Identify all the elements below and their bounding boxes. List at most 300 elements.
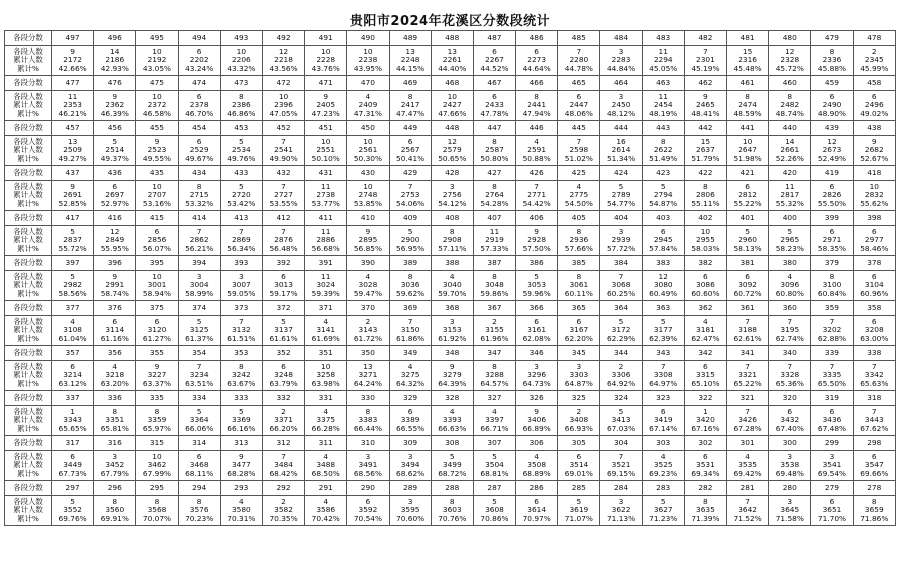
count-value: 7 — [618, 451, 624, 461]
score-cell: 310 — [347, 436, 389, 451]
cumulative-value: 3538 — [780, 460, 800, 470]
cumulative-value: 2945 — [653, 235, 673, 245]
score-cell: 309 — [389, 436, 431, 451]
stats-cell — [389, 496, 431, 526]
score-cell: 422 — [684, 166, 726, 181]
score-cell: 469 — [389, 76, 431, 91]
row-label-count: 各段人数 — [13, 226, 43, 236]
score-data-row — [5, 271, 896, 301]
stats-cell — [769, 316, 811, 346]
count-value: 10 — [236, 46, 247, 56]
count-value: 3 — [407, 451, 413, 461]
percent-value: 45.05% — [649, 63, 678, 73]
count-value: 13 — [447, 46, 457, 56]
count-value: 4 — [323, 496, 329, 506]
stats-cell — [136, 406, 178, 436]
page-title: 贵阳市2024年花溪区分数段统计 — [349, 14, 551, 29]
row-label-cum: 累计人数 — [13, 415, 43, 425]
count-value: 6 — [829, 181, 835, 191]
percent-value: 50.80% — [480, 153, 509, 163]
cumulative-value: 2939 — [611, 235, 631, 245]
cumulative-value: 2345 — [864, 55, 884, 65]
percent-value: 60.96% — [860, 288, 889, 298]
count-value: 7 — [829, 361, 835, 371]
count-value: 6 — [787, 406, 793, 416]
percent-value: 69.48% — [775, 468, 804, 478]
score-cell: 368 — [431, 301, 473, 316]
count-value: 6 — [829, 226, 835, 236]
stats-cell — [473, 181, 515, 211]
stats-cell — [52, 361, 94, 391]
cumulative-value: 2316 — [738, 55, 757, 65]
count-value: 7 — [745, 316, 750, 326]
count-value: 10 — [700, 226, 711, 236]
stats-cell — [516, 451, 558, 481]
cumulative-value: 3004 — [189, 280, 209, 290]
cumulative-value: 2496 — [864, 100, 884, 110]
count-value: 6 — [829, 406, 835, 416]
count-value: 1 — [70, 406, 75, 416]
percent-value: 60.72% — [733, 288, 762, 298]
count-value: 4 — [70, 316, 75, 326]
score-cell: 421 — [727, 166, 769, 181]
cumulative-value: 2551 — [316, 145, 336, 155]
score-cell: 495 — [136, 31, 178, 46]
percent-value: 64.87% — [564, 378, 593, 388]
stats-cell — [178, 181, 220, 211]
percent-value: 58.03% — [691, 243, 720, 253]
cumulative-value: 3369 — [231, 415, 251, 425]
count-value: 6 — [492, 46, 497, 56]
score-cell: 345 — [558, 346, 600, 361]
count-value: 8 — [492, 136, 497, 146]
stats-cell — [642, 136, 684, 166]
score-cell: 290 — [347, 481, 389, 496]
stats-cell — [220, 181, 262, 211]
cumulative-value: 2812 — [738, 190, 757, 200]
percent-value: 44.52% — [480, 63, 509, 73]
cumulative-value: 2427 — [442, 100, 462, 110]
percent-value: 58.56% — [58, 288, 87, 298]
score-cell: 322 — [684, 391, 726, 406]
stats-cell — [136, 136, 178, 166]
stats-cell — [600, 91, 642, 121]
percent-value: 64.97% — [649, 378, 678, 388]
stats-cell — [262, 496, 304, 526]
score-cell: 329 — [389, 391, 431, 406]
count-value: 11 — [321, 271, 331, 281]
cumulative-value: 2465 — [696, 100, 715, 110]
score-cell: 493 — [220, 31, 262, 46]
stats-cell — [262, 181, 304, 211]
count-value: 4 — [787, 271, 793, 281]
score-cell: 435 — [136, 166, 178, 181]
stats-cell — [811, 226, 853, 256]
row-label-cum: 累计人数 — [13, 460, 43, 470]
stats-cell — [684, 181, 726, 211]
score-table-body — [5, 31, 896, 526]
cumulative-value: 2441 — [527, 100, 547, 110]
score-cell: 462 — [684, 76, 726, 91]
count-value: 8 — [196, 496, 202, 506]
percent-value: 70.86% — [480, 513, 509, 523]
score-cell: 333 — [220, 391, 262, 406]
cumulative-value: 2534 — [231, 145, 251, 155]
cumulative-value: 3586 — [316, 505, 336, 515]
cumulative-value: 3504 — [485, 460, 504, 470]
count-value: 9 — [154, 361, 160, 371]
cumulative-value: 3125 — [189, 325, 209, 335]
score-cell: 308 — [431, 436, 473, 451]
cumulative-value: 2523 — [147, 145, 167, 155]
cumulative-value: 3592 — [358, 505, 378, 515]
score-cell: 306 — [516, 436, 558, 451]
score-data-row — [5, 361, 896, 391]
percent-value: 58.94% — [142, 288, 172, 298]
stats-cell — [305, 136, 347, 166]
percent-value: 70.42% — [311, 513, 340, 523]
count-value: 12 — [827, 136, 837, 146]
cumulative-value: 3104 — [864, 280, 884, 290]
stats-cell — [600, 406, 642, 436]
cumulative-value: 2673 — [822, 145, 842, 155]
count-value: 7 — [618, 271, 624, 281]
count-value: 5 — [196, 406, 202, 416]
count-value: 6 — [745, 181, 750, 191]
cumulative-value: 2936 — [569, 235, 589, 245]
percent-value: 48.90% — [817, 108, 847, 118]
count-value: 4 — [323, 406, 329, 416]
score-cell: 292 — [262, 481, 304, 496]
count-value: 6 — [112, 181, 118, 191]
stats-cell — [94, 136, 136, 166]
score-cell: 451 — [305, 121, 347, 136]
percent-value: 66.89% — [522, 423, 551, 433]
percent-value: 61.96% — [480, 333, 509, 343]
percent-value: 47.47% — [396, 108, 425, 118]
count-value: 5 — [70, 271, 75, 281]
percent-value: 62.74% — [775, 333, 804, 343]
percent-value: 59.47% — [353, 288, 382, 298]
score-cell: 437 — [52, 166, 94, 181]
score-cell: 356 — [94, 346, 136, 361]
count-value: 6 — [829, 91, 835, 101]
score-cell: 314 — [178, 436, 220, 451]
percent-value: 58.23% — [775, 243, 804, 253]
cumulative-value: 3271 — [358, 370, 378, 380]
cumulative-value: 2248 — [400, 55, 420, 65]
count-value: 11 — [658, 91, 668, 101]
percent-value: 70.54% — [353, 513, 382, 523]
count-value: 5 — [492, 496, 497, 506]
cumulative-value: 3053 — [527, 280, 547, 290]
score-cell: 383 — [642, 256, 684, 271]
count-value: 7 — [407, 316, 413, 326]
score-cell: 400 — [769, 211, 811, 226]
cumulative-value: 3488 — [316, 460, 336, 470]
percent-value: 61.27% — [142, 333, 172, 343]
row-label-cum: 累计人数 — [13, 100, 43, 110]
score-cell: 430 — [347, 166, 389, 181]
count-value: 2 — [492, 316, 497, 326]
percent-value: 56.21% — [185, 243, 214, 253]
row-labels — [5, 226, 52, 256]
score-cell: 485 — [558, 31, 600, 46]
percent-value: 61.37% — [185, 333, 214, 343]
cumulative-value: 2622 — [653, 145, 673, 155]
cumulative-value: 3452 — [105, 460, 125, 470]
row-label-count: 各段人数 — [13, 406, 43, 416]
score-cell: 473 — [220, 76, 262, 91]
percent-value: 62.88% — [817, 333, 847, 343]
stats-cell — [220, 451, 262, 481]
percent-value: 62.29% — [606, 333, 636, 343]
stats-cell — [347, 406, 389, 436]
stats-cell — [262, 136, 304, 166]
stats-cell — [52, 316, 94, 346]
stats-cell — [305, 181, 347, 211]
percent-value: 53.42% — [227, 198, 256, 208]
percent-value: 69.01% — [564, 468, 593, 478]
count-value: 3 — [196, 271, 202, 281]
cumulative-value: 2450 — [611, 100, 631, 110]
stats-cell — [684, 451, 726, 481]
score-cell: 313 — [220, 436, 262, 451]
percent-value: 61.92% — [438, 333, 467, 343]
cumulative-value: 2579 — [442, 145, 462, 155]
count-value: 10 — [447, 91, 457, 101]
stats-cell — [178, 496, 220, 526]
cumulative-value: 2454 — [653, 100, 673, 110]
stats-cell — [769, 46, 811, 76]
stats-cell — [811, 406, 853, 436]
count-value: 2 — [365, 316, 371, 326]
percent-value: 54.50% — [564, 198, 593, 208]
score-cell: 282 — [684, 481, 726, 496]
score-table — [4, 30, 896, 526]
score-cell: 339 — [811, 346, 853, 361]
percent-value: 70.60% — [396, 513, 425, 523]
score-cell: 321 — [727, 391, 769, 406]
stats-cell — [473, 406, 515, 436]
cumulative-value: 2336 — [822, 55, 842, 65]
stats-cell — [136, 46, 178, 76]
cumulative-value: 2206 — [231, 55, 251, 65]
score-header-label: 各段分数 — [5, 391, 52, 406]
stats-cell — [473, 136, 515, 166]
percent-value: 57.33% — [480, 243, 509, 253]
stats-cell — [853, 361, 895, 391]
cumulative-value: 3202 — [822, 325, 842, 335]
count-value: 8 — [829, 46, 835, 56]
score-data-row — [5, 316, 896, 346]
percent-value: 56.95% — [396, 243, 425, 253]
count-value: 11 — [785, 181, 795, 191]
cumulative-value: 3208 — [864, 325, 884, 335]
stats-cell — [853, 136, 895, 166]
count-value: 4 — [449, 406, 455, 416]
percent-value: 71.23% — [649, 513, 678, 523]
stats-cell — [178, 136, 220, 166]
cumulative-value: 3288 — [485, 370, 504, 380]
cumulative-value: 3061 — [569, 280, 589, 290]
percent-value: 44.40% — [438, 63, 467, 73]
percent-value: 44.84% — [606, 63, 636, 73]
score-data-row — [5, 226, 896, 256]
count-value: 3 — [365, 451, 371, 461]
count-value: 5 — [449, 451, 455, 461]
percent-value: 63.00% — [860, 333, 889, 343]
score-cell: 452 — [262, 121, 304, 136]
stats-cell — [305, 496, 347, 526]
count-value: 3 — [449, 316, 455, 326]
cumulative-value: 2561 — [358, 145, 378, 155]
stats-cell — [642, 91, 684, 121]
stats-cell — [853, 451, 895, 481]
stats-cell — [94, 181, 136, 211]
count-value: 10 — [152, 181, 162, 191]
count-value: 5 — [238, 181, 244, 191]
percent-value: 56.48% — [269, 243, 298, 253]
percent-value: 66.16% — [227, 423, 256, 433]
percent-value: 47.31% — [353, 108, 382, 118]
score-cell: 278 — [853, 481, 895, 496]
cumulative-value: 2720 — [231, 190, 251, 200]
percent-value: 46.21% — [58, 108, 87, 118]
percent-value: 65.63% — [860, 378, 889, 388]
score-cell: 361 — [727, 301, 769, 316]
percent-value: 50.41% — [396, 153, 425, 163]
score-cell: 346 — [516, 346, 558, 361]
count-value: 7 — [281, 136, 286, 146]
score-cell: 291 — [305, 481, 347, 496]
percent-value: 64.73% — [522, 378, 551, 388]
percent-value: 53.16% — [142, 198, 172, 208]
cumulative-value: 2794 — [653, 190, 673, 200]
score-data-row — [5, 181, 896, 211]
percent-value: 60.11% — [564, 288, 593, 298]
count-value: 4 — [534, 136, 539, 146]
score-cell: 476 — [94, 76, 136, 91]
percent-value: 60.84% — [817, 288, 847, 298]
stats-cell — [642, 406, 684, 436]
stats-cell — [558, 406, 600, 436]
cumulative-value: 2301 — [696, 55, 715, 65]
count-value: 6 — [492, 91, 497, 101]
score-cell: 405 — [558, 211, 600, 226]
stats-cell — [178, 451, 220, 481]
stats-cell — [727, 226, 769, 256]
cumulative-value: 3619 — [569, 505, 589, 515]
row-label-pct: 累计% — [17, 243, 39, 253]
score-cell: 466 — [516, 76, 558, 91]
percent-value: 65.97% — [142, 423, 172, 433]
count-value: 12 — [785, 46, 795, 56]
count-value: 5 — [660, 181, 666, 191]
count-value: 7 — [238, 316, 244, 326]
cumulative-value: 3595 — [400, 505, 420, 515]
score-cell: 463 — [642, 76, 684, 91]
count-value: 3 — [238, 271, 244, 281]
score-cell: 283 — [642, 481, 684, 496]
stats-cell — [853, 271, 895, 301]
row-label-pct: 累计% — [17, 288, 39, 298]
count-value: 6 — [534, 316, 539, 326]
score-header-row — [5, 121, 896, 136]
percent-value: 51.49% — [649, 153, 678, 163]
stats-cell — [600, 496, 642, 526]
count-value: 9 — [449, 361, 455, 371]
stats-cell — [811, 181, 853, 211]
stats-cell — [811, 451, 853, 481]
score-cell: 406 — [516, 211, 558, 226]
percent-value: 66.63% — [438, 423, 467, 433]
count-value: 8 — [112, 406, 118, 416]
score-cell: 467 — [473, 76, 515, 91]
percent-value: 51.79% — [691, 153, 720, 163]
score-cell: 420 — [769, 166, 811, 181]
score-cell: 465 — [558, 76, 600, 91]
stats-cell — [389, 91, 431, 121]
score-cell: 471 — [305, 76, 347, 91]
count-value: 6 — [576, 316, 582, 326]
score-cell: 496 — [94, 31, 136, 46]
percent-value: 65.50% — [817, 378, 847, 388]
percent-value: 47.66% — [438, 108, 467, 118]
count-value: 8 — [829, 271, 835, 281]
score-cell: 317 — [52, 436, 94, 451]
percent-value: 66.55% — [396, 423, 425, 433]
count-value: 6 — [829, 496, 835, 506]
count-value: 8 — [703, 496, 708, 506]
count-value: 7 — [829, 316, 835, 326]
percent-value: 63.51% — [185, 378, 214, 388]
percent-value: 69.91% — [100, 513, 129, 523]
count-value: 6 — [576, 451, 582, 461]
percent-value: 65.10% — [691, 378, 720, 388]
stats-cell — [136, 496, 178, 526]
cumulative-value: 2991 — [105, 280, 125, 290]
cumulative-value: 2707 — [147, 190, 167, 200]
stats-cell — [642, 496, 684, 526]
count-value: 7 — [871, 406, 877, 416]
stats-cell — [305, 451, 347, 481]
percent-value: 71.52% — [733, 513, 762, 523]
cumulative-value: 2756 — [442, 190, 462, 200]
stats-cell — [431, 361, 473, 391]
count-value: 4 — [365, 91, 371, 101]
score-cell: 364 — [600, 301, 642, 316]
percent-value: 57.66% — [564, 243, 593, 253]
count-value: 5 — [745, 226, 750, 236]
score-cell: 316 — [94, 436, 136, 451]
row-labels — [5, 46, 52, 76]
stats-cell — [853, 316, 895, 346]
count-value: 8 — [238, 361, 244, 371]
cumulative-value: 2509 — [63, 145, 82, 155]
score-cell: 438 — [853, 121, 895, 136]
count-value: 7 — [281, 181, 286, 191]
count-value: 8 — [449, 226, 455, 236]
score-cell: 470 — [347, 76, 389, 91]
score-cell: 311 — [305, 436, 347, 451]
stats-cell — [473, 46, 515, 76]
stats-cell — [516, 361, 558, 391]
score-cell: 418 — [853, 166, 895, 181]
stats-cell — [600, 361, 642, 391]
count-value: 6 — [196, 451, 202, 461]
score-cell: 286 — [516, 481, 558, 496]
